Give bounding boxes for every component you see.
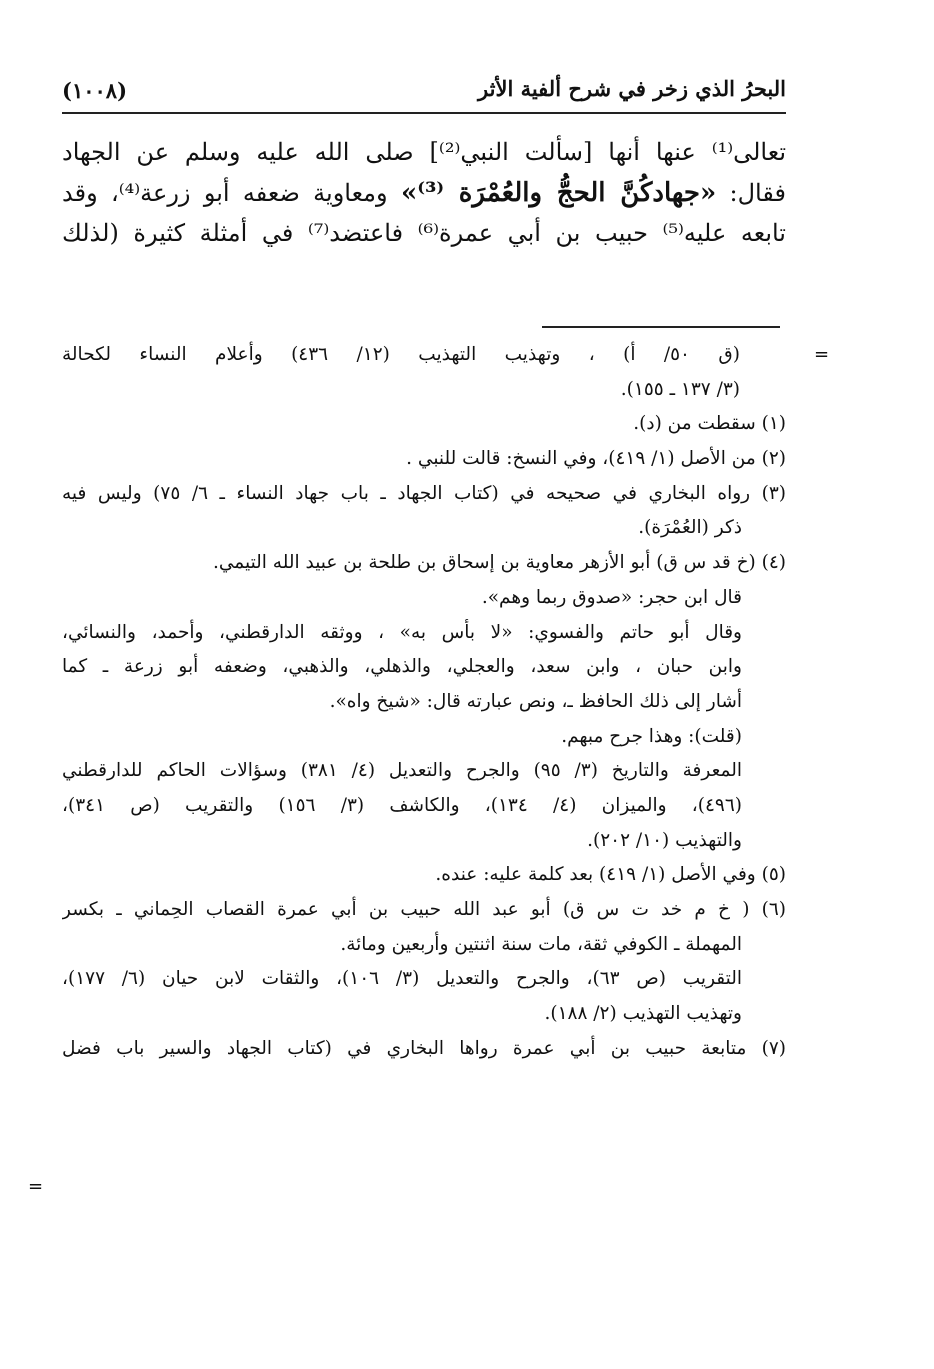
footnote-continuation-1: (ق ٥٠/ أ) ، وتهذيب التهذيب (١٢/ ٤٣٦) وأعلام النساء لكحالة	[62, 344, 740, 365]
footnote-5: (٥) وفي الأصل (١/ ٤١٩) بعد كلمة عليه: عنده.	[435, 864, 786, 886]
footnotes	[62, 338, 786, 1066]
footnote-7: (٧) متابعة حبيب بن أبي عمرة رواها البخاري في (كتاب الجهاد والسير باب فضل	[62, 1037, 786, 1059]
main-line-2-post: ومعاوية ضعفه أبو زرعة⁽⁴⁾، وقد	[62, 178, 388, 207]
footnote-1: (١) سقطت من (د).	[633, 413, 786, 435]
hadith-quote: «جهادكُنَّ الحجُّ والعُمْرَة ⁽³⁾»	[400, 177, 717, 208]
footnote-4-line-4: وابن حبان ، وابن سعد، والعجلي، والذهلي، والذهبي، وضعفه أبو زرعة ـ كما	[62, 656, 742, 678]
main-line-2-pre: فقال:	[729, 178, 786, 207]
footnote-separator	[542, 326, 780, 328]
footnote-4-line-5: أشار إلى ذلك الحافظ ـ، ونص عبارته قال: «شيخ واه».	[329, 690, 742, 712]
continues-mark: =	[28, 1176, 44, 1197]
footnote-continuation-2: (٣/ ١٣٧ ـ ١٥٥).	[620, 378, 740, 400]
footnote-6-line-4: وتهذيب التهذيب (٢/ ١٨٨).	[544, 1003, 742, 1025]
page-number: (١٠٠٨)	[62, 78, 127, 103]
main-line-2	[62, 173, 786, 214]
running-title: البحرُ الذي زخر في شرح ألفية الأثر	[478, 76, 786, 101]
footnote-4-line-3: وقال أبو حاتم والفسوي: «لا بأس به» ، ووثقه الدارقطني، وأحمد، والنسائي،	[62, 621, 742, 643]
footnote-4-line-9: والتهذيب (١٠/ ٢٠٢).	[587, 829, 742, 851]
footnote-4-line-6: (قلت): وهذا جرح مبهم.	[561, 725, 742, 747]
footnote-6-line-3: التقريب (ص ٦٣)، والجرح والتعديل (٣/ ١٠٦)، والثقات لابن حيان (٦/ ١٧٧)،	[62, 968, 743, 990]
footnote-6-line-1: (٦) ( خ م خد ت س ق) أبو عبد الله حبيب بن أبي عمرة القصاب الحِماني ـ بكسر	[62, 899, 786, 920]
main-line-3: تابعه عليه⁽⁵⁾ حبيب بن أبي عمرة⁽⁶⁾ فاعتضد⁽⁷⁾ في أمثلة كثيرة (لذلك	[62, 219, 786, 247]
main-line-1: تعالى⁽¹⁾ عنها أنها [سألت النبي⁽²⁾] صلى الله عليه وسلم عن الجهاد	[62, 138, 786, 166]
footnote-3-line-2: ذكر (العُمْرَة).	[638, 517, 742, 539]
page-header	[62, 72, 786, 114]
footnote-3-line-1: (٣) رواه البخاري في صحيحه في (كتاب الجهاد ـ باب جهاد النساء ـ ٦/ ٧٥) وليس فيه	[62, 482, 786, 504]
main-text	[62, 132, 786, 254]
footnote-4-line-7: المعرفة والتاريخ (٣/ ٩٥) والجرح والتعديل (٤/ ٣٨١) وسؤالات الحاكم للدارقطني	[62, 760, 742, 782]
footnote-4-line-1: (٤) (خ قد س ق) أبو الأزهر معاوية بن إسحاق بن طلحة بن عبيد الله التيمي.	[212, 552, 786, 574]
continuation-mark: =	[814, 344, 830, 365]
footnote-4-line-8: (٤٩٦)، والميزان (٤/ ١٣٤)، والكاشف (٣/ ١٥٦) والتقريب (ص ٣٤١)،	[62, 794, 742, 816]
footnote-4-line-2: قال ابن حجر: «صدوق ربما وهم».	[481, 586, 742, 608]
footnote-2: (٢) من الأصل (١/ ٤١٩)، وفي النسخ: قالت للنبي .	[406, 448, 786, 470]
footnote-6-line-2: المهملة ـ الكوفي ثقة، مات سنة اثنتين وأربعين ومائة.	[340, 933, 742, 955]
